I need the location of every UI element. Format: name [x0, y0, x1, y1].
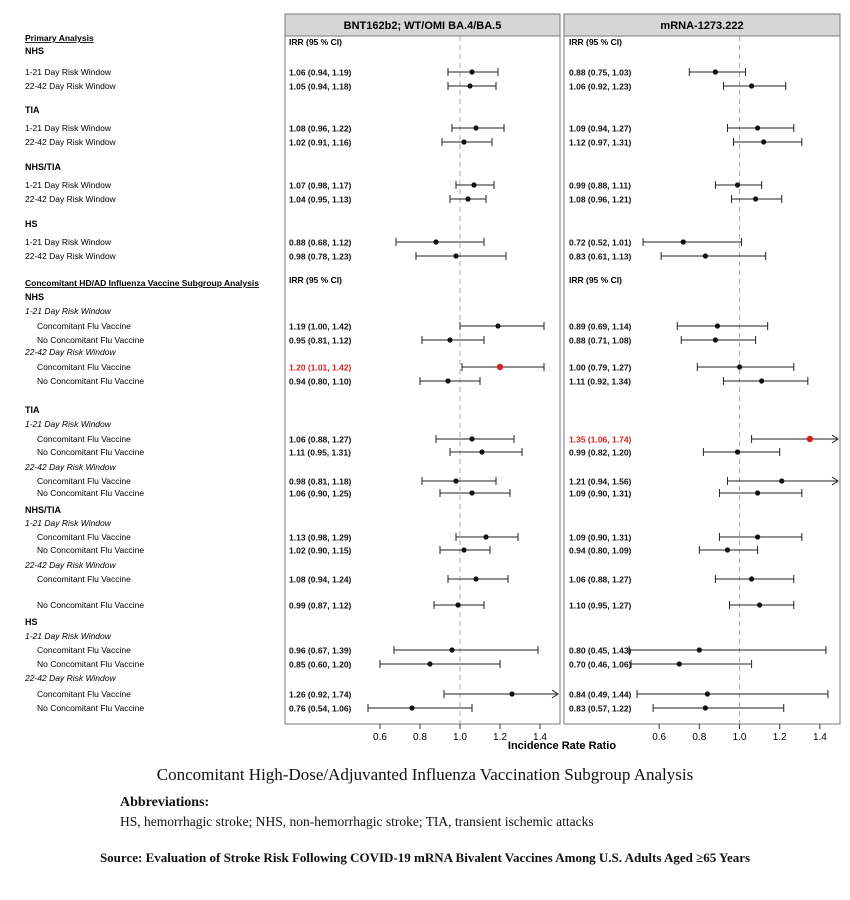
ci-value: 0.88 (0.75, 1.03): [569, 67, 632, 78]
point-estimate: [461, 139, 466, 144]
x-tick-label: 0.6: [652, 732, 667, 743]
point-estimate-highlight: [807, 436, 813, 442]
ci-value: 1.02 (0.91, 1.16): [289, 137, 352, 148]
row-label: 22-42 Day Risk Window: [25, 137, 116, 147]
row-label: 1-21 Day Risk Window: [25, 180, 111, 190]
point-estimate: [677, 661, 682, 666]
row-label: 22-42 Day Risk Window: [25, 81, 116, 91]
x-tick-label: 0.8: [692, 732, 707, 743]
point-estimate: [715, 323, 720, 328]
point-estimate: [473, 576, 478, 581]
ci-value: 0.96 (0.67, 1.39): [289, 645, 352, 656]
x-tick-label: 1.0: [732, 732, 747, 743]
point-estimate-highlight: [497, 364, 503, 370]
point-estimate: [713, 69, 718, 74]
window-label: 1-21 Day Risk Window: [25, 631, 111, 641]
ci-value: 1.09 (0.94, 1.27): [569, 123, 632, 134]
row-label: Concomitant Flu Vaccine: [37, 362, 131, 372]
point-estimate: [703, 253, 708, 258]
x-tick-label: 1.4: [812, 732, 827, 743]
abbreviations-heading: Abbreviations:: [120, 795, 210, 810]
ci-value: 1.08 (0.96, 1.22): [289, 123, 352, 134]
ci-value: 1.26 (0.92, 1.74): [289, 689, 352, 700]
point-estimate: [469, 436, 474, 441]
ci-value: 1.06 (0.90, 1.25): [289, 488, 352, 499]
point-estimate: [759, 378, 764, 383]
ci-value: 1.04 (0.95, 1.13): [289, 194, 352, 205]
outcome-label: TIA: [25, 105, 40, 115]
ci-value: 0.72 (0.52, 1.01): [569, 237, 632, 248]
ci-value: 0.99 (0.82, 1.20): [569, 447, 632, 458]
row-label: Concomitant Flu Vaccine: [37, 689, 131, 699]
ci-value: 0.76 (0.54, 1.06): [289, 703, 352, 714]
x-tick-label: 1.0: [453, 732, 467, 743]
ci-value: 0.94 (0.80, 1.09): [569, 545, 632, 556]
row-label: No Concomitant Flu Vaccine: [37, 488, 145, 498]
point-estimate: [483, 534, 488, 539]
row-label: No Concomitant Flu Vaccine: [37, 447, 145, 457]
figure-caption-title: Concomitant High-Dose/Adjuvanted Influenza Vaccination Subgroup Analysis: [156, 765, 694, 784]
x-tick-label: 1.2: [772, 732, 787, 743]
abbreviations-text: HS, hemorrhagic stroke; NHS, non-hemorrhagic stroke; TIA, transient ischemic attacks: [120, 814, 594, 829]
point-estimate: [749, 83, 754, 88]
window-label: 1-21 Day Risk Window: [25, 518, 111, 528]
point-estimate: [705, 691, 710, 696]
ci-value: 0.98 (0.81, 1.18): [289, 476, 352, 487]
point-estimate: [445, 378, 450, 383]
row-label: Concomitant Flu Vaccine: [37, 532, 131, 542]
source-line: Source: Evaluation of Stroke Risk Following COVID-19 mRNA Bivalent Vaccines Among U.S. Adults Aged ≥65 Years: [99, 850, 751, 865]
point-estimate: [449, 647, 454, 652]
point-estimate: [753, 196, 758, 201]
window-label: 22-42 Day Risk Window: [25, 673, 116, 683]
window-label: 22-42 Day Risk Window: [25, 560, 116, 570]
ci-value: 1.02 (0.90, 1.15): [289, 545, 352, 556]
point-estimate: [469, 69, 474, 74]
point-estimate: [779, 478, 784, 483]
point-estimate: [761, 139, 766, 144]
panel-title-2: mRNA-1273.222: [660, 20, 744, 32]
ci-value: 0.99 (0.87, 1.12): [289, 600, 352, 611]
ci-value: 0.70 (0.46, 1.06): [569, 659, 632, 670]
window-label: 1-21 Day Risk Window: [25, 419, 111, 429]
point-estimate: [455, 602, 460, 607]
panel-title-1: BNT162b2; WT/OMI BA.4/BA.5: [343, 20, 502, 32]
row-label: 1-21 Day Risk Window: [25, 67, 111, 77]
ci-value: 0.84 (0.49, 1.44): [569, 689, 632, 700]
ci-value: 0.94 (0.80, 1.10): [289, 376, 352, 387]
point-estimate: [755, 534, 760, 539]
point-estimate: [755, 125, 760, 130]
row-label: 1-21 Day Risk Window: [25, 123, 111, 133]
outcome-label: NHS/TIA: [25, 162, 61, 172]
outcome-label: NHS: [25, 46, 45, 56]
point-estimate: [737, 364, 742, 369]
outcome-label: NHS/TIA: [25, 505, 61, 515]
window-label: 1-21 Day Risk Window: [25, 306, 111, 316]
point-estimate: [433, 239, 438, 244]
ci-value: 1.00 (0.79, 1.27): [569, 362, 632, 373]
row-label: No Concomitant Flu Vaccine: [37, 335, 145, 345]
point-estimate: [409, 705, 414, 710]
ci-value: 1.21 (0.94, 1.56): [569, 476, 632, 487]
row-label: No Concomitant Flu Vaccine: [37, 376, 145, 386]
point-estimate: [465, 196, 470, 201]
row-label: 22-42 Day Risk Window: [25, 251, 116, 261]
point-estimate: [453, 478, 458, 483]
x-tick-label: 0.8: [413, 732, 427, 743]
ci-value: 1.06 (0.94, 1.19): [289, 67, 352, 78]
point-estimate: [713, 337, 718, 342]
x-tick-label: 1.4: [533, 732, 547, 743]
ci-value: 1.08 (0.94, 1.24): [289, 574, 352, 585]
row-label: No Concomitant Flu Vaccine: [37, 545, 145, 555]
point-estimate: [681, 239, 686, 244]
ci-value: 1.09 (0.90, 1.31): [569, 532, 632, 543]
row-label: No Concomitant Flu Vaccine: [37, 600, 145, 610]
ci-value: 1.19 (1.00, 1.42): [289, 321, 352, 332]
ci-value: 0.89 (0.69, 1.14): [569, 321, 632, 332]
ci-value: 1.07 (0.98, 1.17): [289, 180, 352, 191]
window-label: 22-42 Day Risk Window: [25, 347, 116, 357]
ci-value: 1.13 (0.98, 1.29): [289, 532, 352, 543]
point-estimate: [461, 547, 466, 552]
ci-value: 0.99 (0.88, 1.11): [569, 180, 631, 191]
outcome-label: TIA: [25, 405, 40, 415]
point-estimate: [467, 83, 472, 88]
point-estimate: [471, 182, 476, 187]
row-label: No Concomitant Flu Vaccine: [37, 659, 145, 669]
ci-value: 1.35 (1.06, 1.74): [569, 434, 632, 445]
point-estimate: [757, 602, 762, 607]
point-estimate: [703, 705, 708, 710]
ci-column-header: IRR (95 % CI): [569, 37, 622, 47]
outcome-label: HS: [25, 219, 38, 229]
row-label: 22-42 Day Risk Window: [25, 194, 116, 204]
ci-value: 0.98 (0.78, 1.23): [289, 251, 352, 262]
point-estimate: [735, 449, 740, 454]
ci-column-header: IRR (95 % CI): [289, 37, 342, 47]
ci-column-header: IRR (95 % CI): [569, 275, 622, 285]
ci-value: 0.95 (0.81, 1.12): [289, 335, 352, 346]
row-label: Concomitant Flu Vaccine: [37, 434, 131, 444]
ci-value: 1.06 (0.92, 1.23): [569, 81, 632, 92]
point-estimate: [697, 647, 702, 652]
point-estimate: [453, 253, 458, 258]
point-estimate: [509, 691, 514, 696]
ci-column-header: IRR (95 % CI): [289, 275, 342, 285]
point-estimate: [725, 547, 730, 552]
ci-value: 1.10 (0.95, 1.27): [569, 600, 632, 611]
x-axis-label: Incidence Rate Ratio: [507, 740, 617, 752]
point-estimate: [479, 449, 484, 454]
x-tick-label: 0.6: [373, 732, 387, 743]
point-estimate: [447, 337, 452, 342]
window-label: 22-42 Day Risk Window: [25, 462, 116, 472]
point-estimate: [495, 323, 500, 328]
ci-value: 1.11 (0.92, 1.34): [569, 376, 631, 387]
section-heading: Concomitant HD/AD Influenza Vaccine Subgroup Analysis: [25, 278, 259, 288]
ci-value: 1.06 (0.88, 1.27): [289, 434, 352, 445]
ci-value: 0.88 (0.71, 1.08): [569, 335, 632, 346]
ci-value: 0.83 (0.57, 1.22): [569, 703, 632, 714]
point-estimate: [755, 490, 760, 495]
outcome-label: HS: [25, 617, 38, 627]
point-estimate: [473, 125, 478, 130]
ci-value: 1.06 (0.88, 1.27): [569, 574, 632, 585]
ci-value: 0.83 (0.61, 1.13): [569, 251, 632, 262]
ci-value: 1.12 (0.97, 1.31): [569, 137, 632, 148]
section-heading: Primary Analysis: [25, 33, 94, 43]
ci-value: 0.85 (0.60, 1.20): [289, 659, 352, 670]
ci-value: 1.09 (0.90, 1.31): [569, 488, 632, 499]
ci-value: 0.80 (0.45, 1.43): [569, 645, 632, 656]
row-label: Concomitant Flu Vaccine: [37, 574, 131, 584]
point-estimate: [749, 576, 754, 581]
x-tick-label: 1.2: [493, 732, 507, 743]
point-estimate: [469, 490, 474, 495]
ci-value: 0.88 (0.68, 1.12): [289, 237, 352, 248]
row-label: Concomitant Flu Vaccine: [37, 645, 131, 655]
outcome-label: NHS: [25, 292, 45, 302]
ci-value: 1.08 (0.96, 1.21): [569, 194, 632, 205]
row-label: 1-21 Day Risk Window: [25, 237, 111, 247]
ci-value: 1.20 (1.01, 1.42): [289, 362, 352, 373]
row-label: Concomitant Flu Vaccine: [37, 321, 131, 331]
ci-value: 1.05 (0.94, 1.18): [289, 81, 352, 92]
row-label: No Concomitant Flu Vaccine: [37, 703, 145, 713]
row-label: Concomitant Flu Vaccine: [37, 476, 131, 486]
point-estimate: [735, 182, 740, 187]
ci-value: 1.11 (0.95, 1.31): [289, 447, 351, 458]
point-estimate: [427, 661, 432, 666]
